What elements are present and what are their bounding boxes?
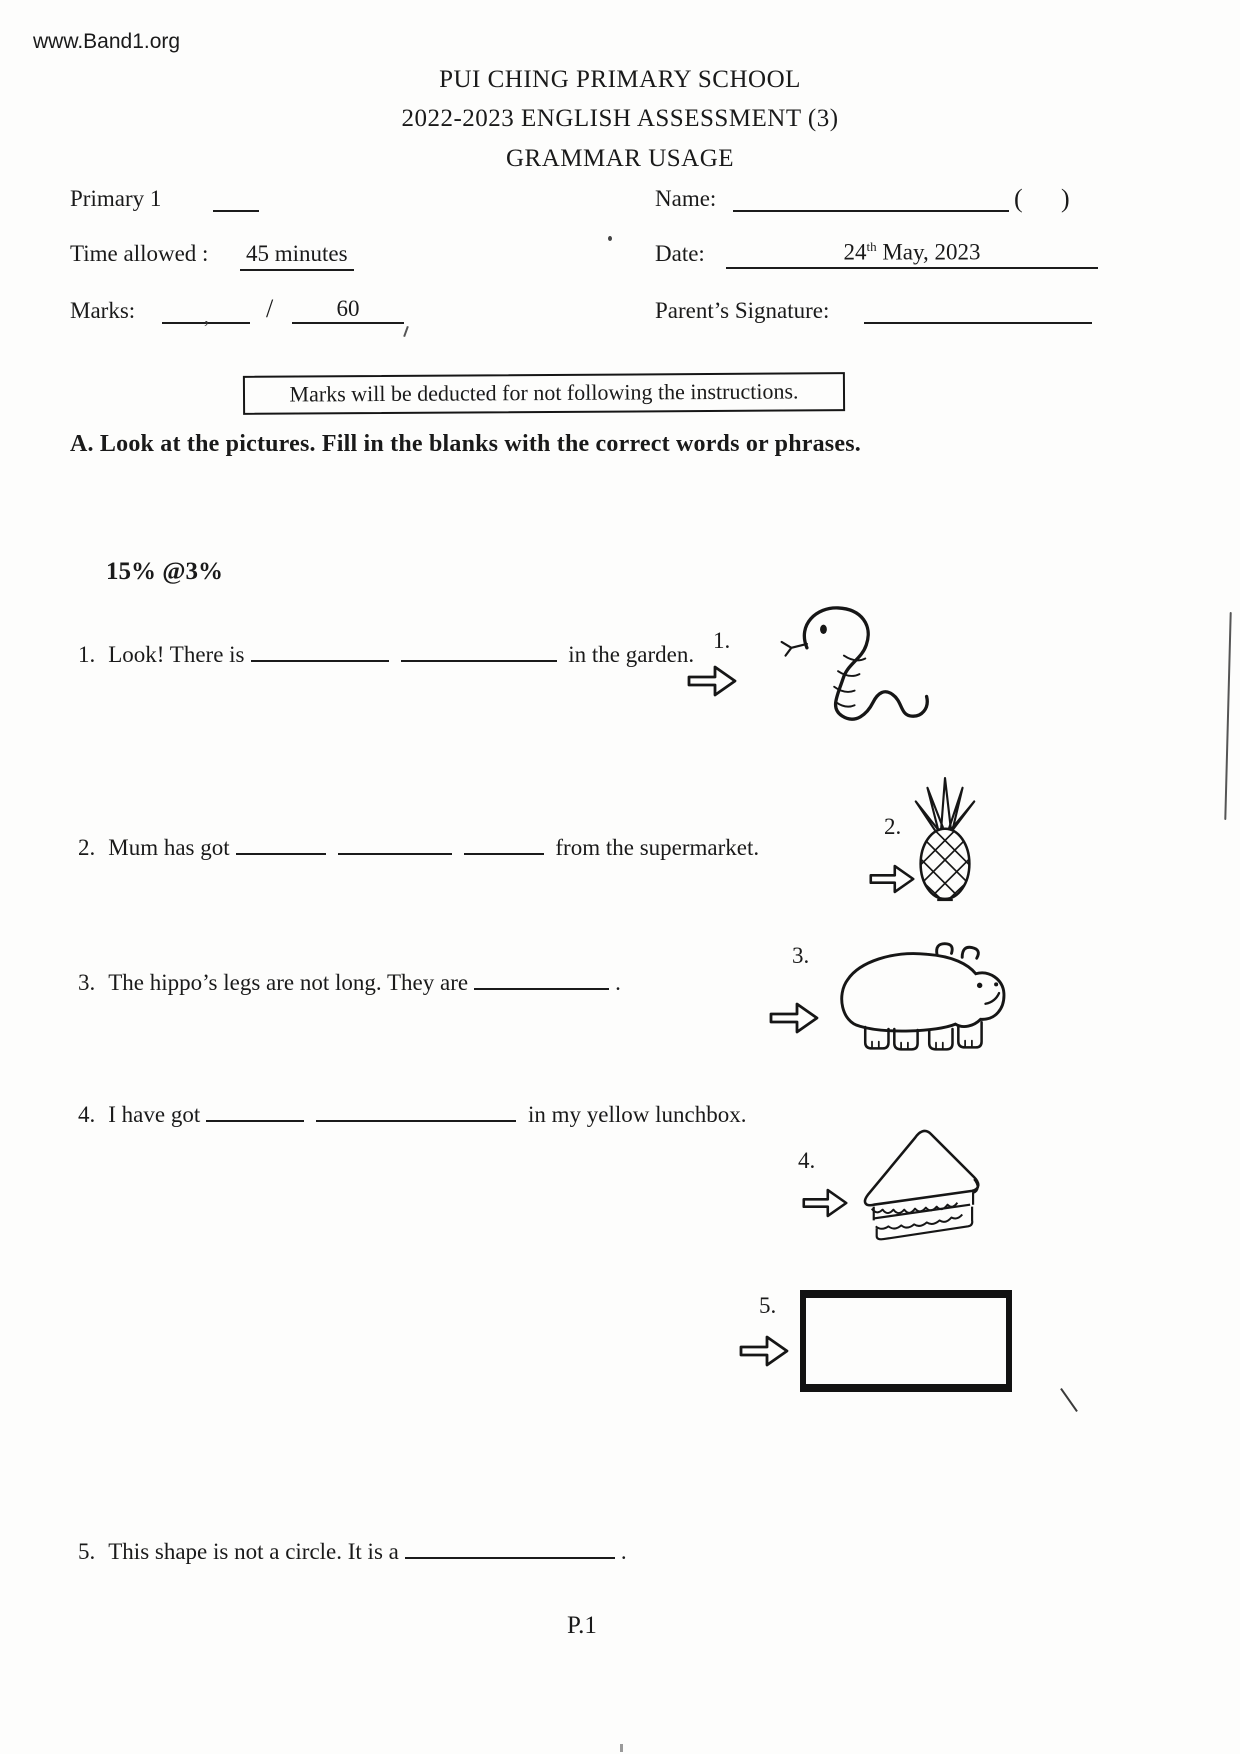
scan-comma-mark: , bbox=[204, 306, 209, 328]
question-3 bbox=[78, 968, 621, 996]
arrow-icon bbox=[801, 1186, 849, 1220]
sandwich-drawing bbox=[843, 1126, 993, 1246]
answer-blank bbox=[316, 1100, 516, 1122]
question-text-before: This shape is not a circle. It is a bbox=[108, 1539, 399, 1564]
answer-blank bbox=[251, 640, 389, 662]
marks-total: 60 bbox=[292, 296, 404, 324]
question-2 bbox=[78, 833, 759, 861]
snake-drawing bbox=[768, 598, 948, 756]
marks-label: Marks: bbox=[70, 298, 136, 323]
question-number: 5. bbox=[78, 1539, 96, 1564]
picture-label-5: 5. bbox=[759, 1293, 777, 1318]
question-text-before: Look! There is bbox=[108, 642, 245, 667]
paren-close: ) bbox=[1061, 184, 1070, 213]
question-4 bbox=[78, 1100, 746, 1128]
question-number: 4. bbox=[78, 1102, 96, 1127]
arrow-icon bbox=[738, 1333, 790, 1369]
question-number: 3. bbox=[78, 970, 96, 995]
arrow-icon bbox=[686, 663, 738, 699]
assessment-title: 2022-2023 ENGLISH ASSESSMENT (3) bbox=[401, 105, 839, 132]
question-text-after: in my yellow lunchbox. bbox=[527, 1102, 747, 1127]
question-text-after: from the supermarket. bbox=[555, 835, 760, 860]
question-5 bbox=[78, 1537, 627, 1565]
scan-artifact-speck bbox=[620, 1744, 623, 1752]
scan-artifact-tick bbox=[403, 326, 409, 337]
paren-open: ( bbox=[1014, 184, 1023, 213]
answer-blank bbox=[401, 640, 557, 662]
question-text-before: Mum has got bbox=[108, 835, 230, 860]
instructions-notice: Marks will be deducted for not following the instructions. bbox=[243, 372, 845, 415]
paper-title: GRAMMAR USAGE bbox=[505, 145, 735, 172]
section-a-heading: A. Look at the pictures. Fill in the blanks with the correct words or phrases. bbox=[70, 431, 861, 457]
time-allowed-label: Time allowed : bbox=[70, 241, 209, 266]
question-text-before: I have got bbox=[108, 1102, 201, 1127]
answer-blank bbox=[338, 833, 452, 855]
answer-blank bbox=[405, 1537, 615, 1559]
hippo-drawing bbox=[828, 933, 1013, 1061]
section-a-marks-note: 15% @3% bbox=[106, 558, 224, 585]
watermark-url: www.Band1.org bbox=[33, 30, 181, 53]
school-name: PUI CHING PRIMARY SCHOOL bbox=[439, 66, 801, 93]
name-blank bbox=[733, 186, 1009, 212]
date-day: 24 bbox=[843, 239, 867, 265]
arrow-icon bbox=[768, 1000, 820, 1036]
picture-label-2: 2. bbox=[884, 814, 902, 839]
class-blank bbox=[213, 188, 259, 212]
parent-signature-label: Parent’s Signature: bbox=[655, 298, 830, 323]
question-text-after: . bbox=[615, 970, 621, 995]
name-label: Name: bbox=[655, 186, 717, 211]
scan-artifact-line bbox=[1224, 612, 1231, 820]
answer-blank bbox=[206, 1100, 304, 1122]
picture-label-1: 1. bbox=[713, 628, 731, 653]
pineapple-drawing bbox=[906, 772, 984, 904]
class-label: Primary 1 bbox=[70, 186, 162, 211]
question-text-after: in the garden. bbox=[568, 642, 695, 667]
picture-label-3: 3. bbox=[792, 943, 810, 968]
question-number: 1. bbox=[78, 642, 96, 667]
question-1 bbox=[78, 640, 694, 668]
answer-blank bbox=[474, 968, 609, 990]
page-number: P.1 bbox=[567, 1612, 597, 1639]
date-value bbox=[726, 239, 1098, 269]
answer-blank bbox=[236, 833, 326, 855]
marks-separator: / bbox=[266, 294, 274, 323]
picture-label-4: 4. bbox=[798, 1148, 816, 1173]
rectangle-shape-drawing bbox=[800, 1290, 1012, 1392]
signature-blank bbox=[864, 298, 1092, 324]
date-rest: May, 2023 bbox=[876, 239, 981, 265]
date-ordinal: th bbox=[866, 239, 877, 254]
question-number: 2. bbox=[78, 835, 96, 860]
answer-blank bbox=[464, 833, 544, 855]
question-text-before: The hippo’s legs are not long. They are bbox=[108, 970, 469, 995]
question-text-after: . bbox=[620, 1539, 627, 1564]
scan-artifact-dot bbox=[608, 236, 612, 241]
scan-artifact-stroke bbox=[1060, 1388, 1078, 1412]
date-label: Date: bbox=[655, 241, 705, 266]
time-allowed-value: 45 minutes bbox=[240, 241, 354, 271]
